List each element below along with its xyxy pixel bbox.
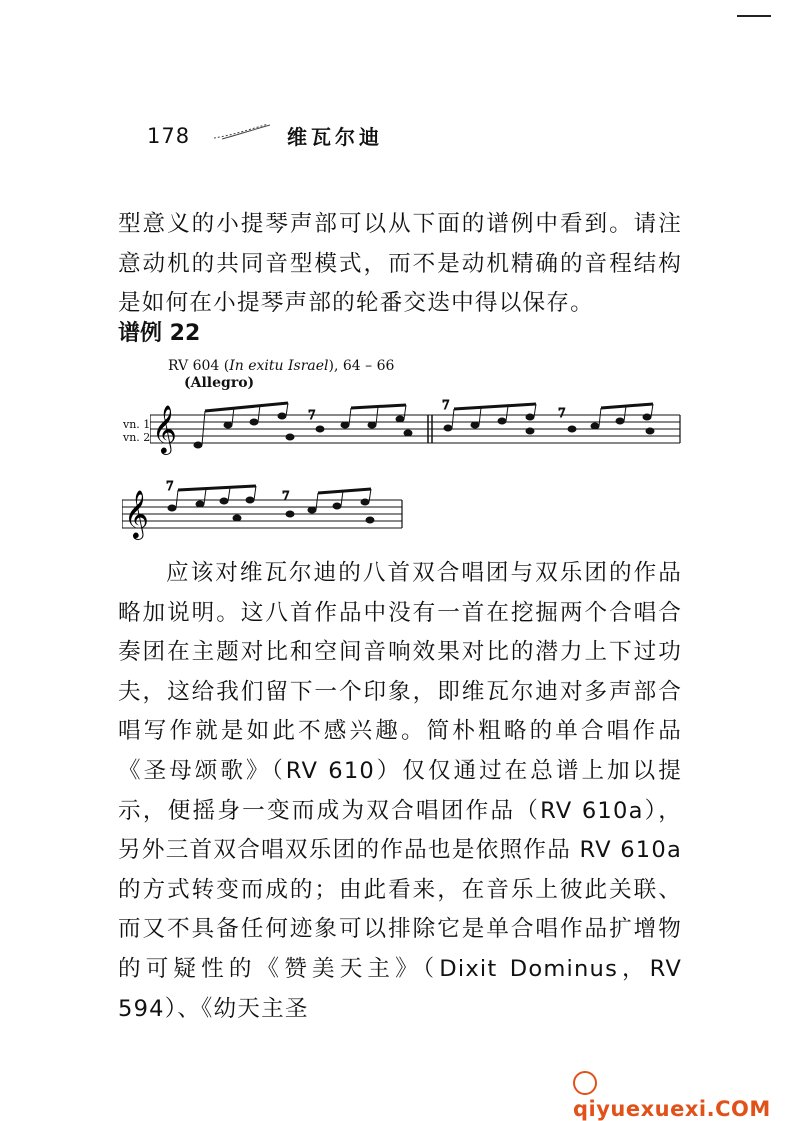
caption-prefix: RV 604 (: [168, 358, 230, 374]
site-watermark: [573, 1071, 794, 1121]
treble-clef-icon: 𝄞: [124, 489, 149, 538]
svg-text:7: 7: [558, 406, 566, 420]
svg-text:7: 7: [308, 408, 316, 422]
paragraph-1: 型意义的小提琴声部可以从下面的谱例中看到。请注意动机的共同音型模式，而不是动机精确的音程结构是如何在小提琴声部的轮番交迭中得以保存。: [118, 211, 682, 317]
paragraph-2: 应该对维瓦尔迪的八首双合唱团与双乐团的作品略加说明。这八首作品中没有一首在挖掘两个合唱合奏团在主题对比和空间音响效果对比的潜力上下过功夫，这给我们留下一个印象，即维瓦尔迪对多声部合唱写作就是如此不感兴趣。简朴粗略的单合唱作品《圣母颂歌》（RV 610）仅仅通过在总谱上加以提示，便摇身一变而成为双合唱团作品（RV 610a），另外三首双合唱双乐团的作品也是依照作品 RV 610a 的方式转变而成的；由此看来，在音乐上彼此关联、而又不具备任何迹象可以排除它是单合唱作品扩增物的可疑性的《赞美天主》（Dixit Dominus，RV 594）、《幼天主圣: [118, 560, 682, 1022]
page-number: 178: [147, 124, 191, 148]
notes: [194, 398, 654, 448]
score-system-1: [150, 395, 690, 465]
example-label: 谱例 22: [118, 321, 201, 346]
tempo-marking: (Allegro): [184, 375, 255, 391]
svg-text:7: 7: [282, 489, 290, 503]
part-label-violin-1: vn. 1: [123, 418, 151, 431]
part-label-violin-2: vn. 2: [123, 431, 151, 444]
top-rule: [737, 15, 771, 17]
running-title: 维瓦尔迪: [287, 125, 383, 149]
score-system-2: [122, 480, 412, 550]
watermark-text: qiyuexuexi.COM: [573, 1097, 771, 1121]
staff-lines: [150, 415, 680, 443]
treble-clef-icon: 𝄞: [152, 404, 177, 453]
svg-text:7: 7: [442, 398, 450, 412]
watermark-logo-icon: [573, 1071, 597, 1095]
svg-text:7: 7: [166, 480, 174, 493]
staff-lines: [122, 500, 402, 528]
score-caption: [168, 358, 394, 374]
header-flourish-icon: [212, 122, 272, 142]
caption-title: In exitu Israel: [229, 358, 329, 374]
caption-suffix: ), 64 – 66: [328, 358, 395, 374]
notes: [166, 480, 374, 523]
